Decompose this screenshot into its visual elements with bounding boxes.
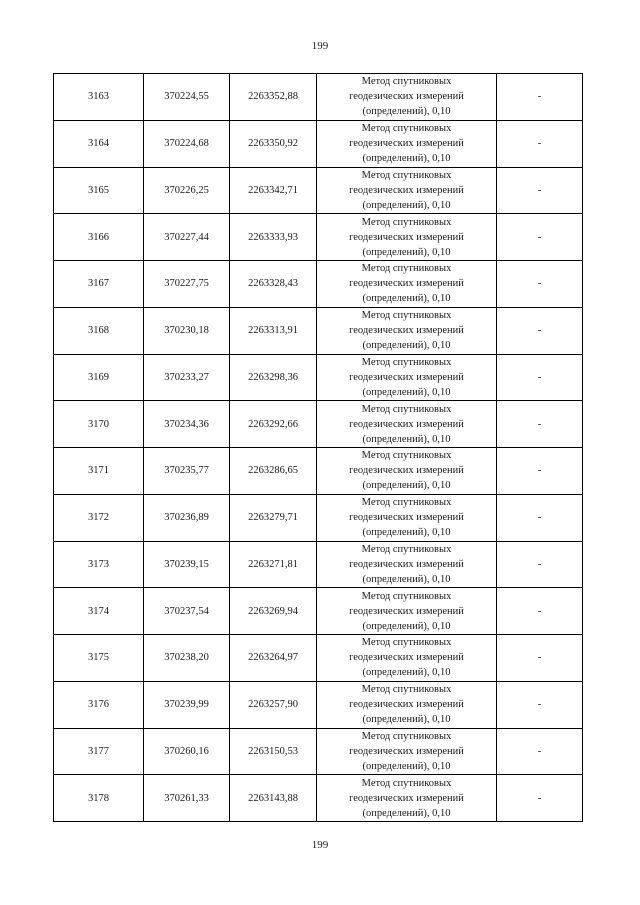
method-cell [317,307,497,354]
x-coordinate-cell: 370239,15 [144,541,230,588]
table-row [54,307,583,354]
x-coordinate-cell: 370224,68 [144,120,230,167]
point-number-cell: 3168 [54,307,144,354]
table-row [54,681,583,728]
table-row [54,120,583,167]
point-number-cell: 3164 [54,120,144,167]
page-number-bottom: 199 [311,839,329,851]
y-coordinate-cell: 2263342,71 [230,167,317,214]
note-cell: - [497,167,583,214]
point-number-cell: 3163 [54,74,144,121]
note-cell: - [497,588,583,635]
method-text: Метод спутниковых геодезических измерений (определений), 0,10 [349,637,464,679]
method-cell [317,354,497,401]
method-cell [317,74,497,121]
method-text: Метод спутниковых геодезических измерений (определений), 0,10 [349,777,464,819]
point-number-cell: 3170 [54,401,144,448]
y-coordinate-cell: 2263328,43 [230,261,317,308]
method-cell [317,541,497,588]
method-cell [317,588,497,635]
x-coordinate-cell: 370237,54 [144,588,230,635]
y-coordinate-cell: 2263279,71 [230,494,317,541]
point-number-cell: 3173 [54,541,144,588]
point-number-cell: 3176 [54,681,144,728]
y-coordinate-cell: 2263257,90 [230,681,317,728]
x-coordinate-cell: 370227,44 [144,214,230,261]
note-cell: - [497,635,583,682]
method-text: Метод спутниковых геодезических измерений (определений), 0,10 [349,123,464,165]
table-row [54,728,583,775]
y-coordinate-cell: 2263298,36 [230,354,317,401]
note-cell: - [497,494,583,541]
method-cell [317,120,497,167]
x-coordinate-cell: 370261,33 [144,775,230,822]
method-cell [317,401,497,448]
method-text: Метод спутниковых геодезических измерений (определений), 0,10 [349,169,464,211]
x-coordinate-cell: 370236,89 [144,494,230,541]
page-number-top: 199 [311,40,329,52]
y-coordinate-cell: 2263352,88 [230,74,317,121]
x-coordinate-cell: 370230,18 [144,307,230,354]
y-coordinate-cell: 2263269,94 [230,588,317,635]
method-cell [317,214,497,261]
note-cell: - [497,728,583,775]
note-cell: - [497,74,583,121]
x-coordinate-cell: 370235,77 [144,448,230,495]
point-number-cell: 3174 [54,588,144,635]
table-row [54,541,583,588]
method-text: Метод спутниковых геодезических измерений (определений), 0,10 [349,216,464,258]
note-cell: - [497,401,583,448]
y-coordinate-cell: 2263292,66 [230,401,317,448]
point-number-cell: 3167 [54,261,144,308]
x-coordinate-cell: 370234,36 [144,401,230,448]
point-number-cell: 3169 [54,354,144,401]
note-cell: - [497,261,583,308]
table-row [54,261,583,308]
method-cell [317,261,497,308]
x-coordinate-cell: 370224,55 [144,74,230,121]
point-number-cell: 3178 [54,775,144,822]
table-row [54,448,583,495]
method-text: Метод спутниковых геодезических измерений (определений), 0,10 [349,684,464,726]
y-coordinate-cell: 2263286,65 [230,448,317,495]
x-coordinate-cell: 370233,27 [144,354,230,401]
method-text: Метод спутниковых геодезических измерений (определений), 0,10 [349,76,464,118]
method-text: Метод спутниковых геодезических измерений (определений), 0,10 [349,730,464,772]
table-row [54,401,583,448]
table-row [54,74,583,121]
method-text: Метод спутниковых геодезических измерений (определений), 0,10 [349,403,464,445]
note-cell: - [497,541,583,588]
note-cell: - [497,775,583,822]
note-cell: - [497,354,583,401]
method-cell [317,448,497,495]
point-number-cell: 3165 [54,167,144,214]
point-number-cell: 3175 [54,635,144,682]
x-coordinate-cell: 370226,25 [144,167,230,214]
method-text: Метод спутниковых геодезических измерений (определений), 0,10 [349,543,464,585]
x-coordinate-cell: 370239,99 [144,681,230,728]
x-coordinate-cell: 370227,75 [144,261,230,308]
method-text: Метод спутниковых геодезических измерений (определений), 0,10 [349,497,464,539]
table-row [54,775,583,822]
y-coordinate-cell: 2263150,53 [230,728,317,775]
table-row [54,167,583,214]
y-coordinate-cell: 2263271,81 [230,541,317,588]
coordinates-table-body [54,74,583,822]
method-cell [317,635,497,682]
y-coordinate-cell: 2263143,88 [230,775,317,822]
x-coordinate-cell: 370260,16 [144,728,230,775]
x-coordinate-cell: 370238,20 [144,635,230,682]
table-row [54,214,583,261]
method-cell [317,167,497,214]
method-text: Метод спутниковых геодезических измерений (определений), 0,10 [349,356,464,398]
method-text: Метод спутниковых геодезических измерений (определений), 0,10 [349,310,464,352]
method-cell [317,728,497,775]
table-row [54,354,583,401]
method-cell [317,494,497,541]
note-cell: - [497,307,583,354]
note-cell: - [497,214,583,261]
y-coordinate-cell: 2263333,93 [230,214,317,261]
method-text: Метод спутниковых геодезических измерений (определений), 0,10 [349,263,464,305]
table-row [54,588,583,635]
method-text: Метод спутниковых геодезических измерений (определений), 0,10 [349,450,464,492]
note-cell: - [497,448,583,495]
table-row [54,635,583,682]
point-number-cell: 3171 [54,448,144,495]
point-number-cell: 3172 [54,494,144,541]
y-coordinate-cell: 2263350,92 [230,120,317,167]
y-coordinate-cell: 2263313,91 [230,307,317,354]
note-cell: - [497,681,583,728]
method-text: Метод спутниковых геодезических измерений (определений), 0,10 [349,590,464,632]
y-coordinate-cell: 2263264,97 [230,635,317,682]
point-number-cell: 3177 [54,728,144,775]
method-cell [317,681,497,728]
coordinates-table [53,73,583,822]
table-row [54,494,583,541]
point-number-cell: 3166 [54,214,144,261]
method-cell [317,775,497,822]
note-cell: - [497,120,583,167]
